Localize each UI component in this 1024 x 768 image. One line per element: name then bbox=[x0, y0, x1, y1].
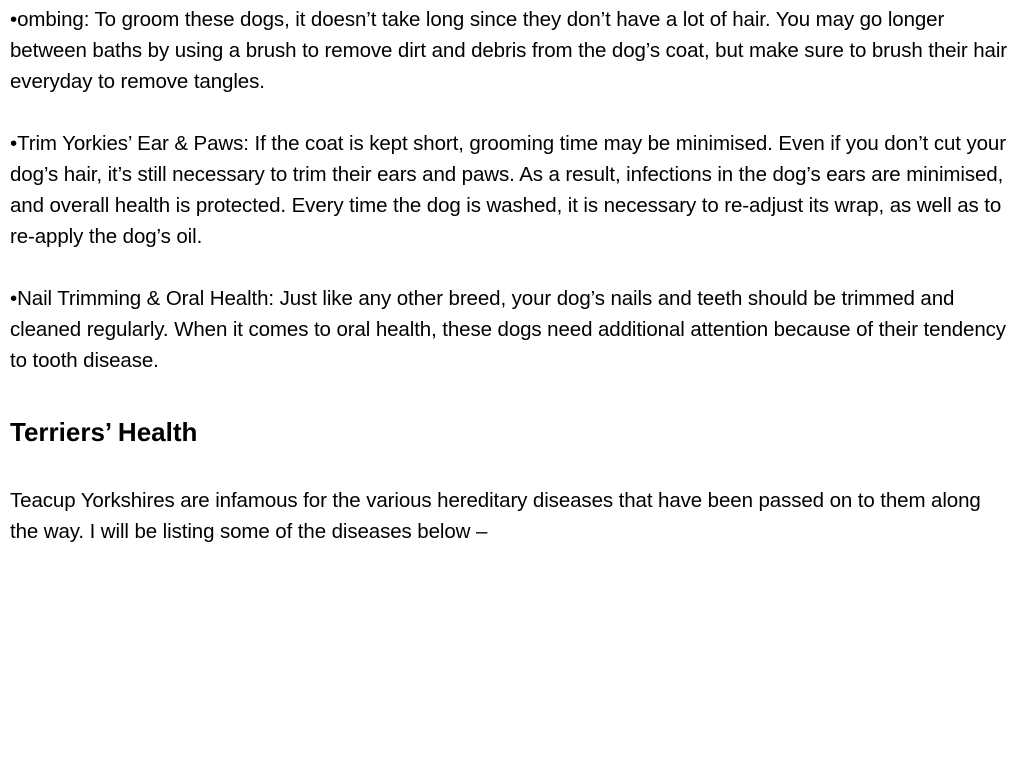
bullet-marker: • bbox=[10, 8, 18, 31]
bullet-combing bbox=[10, 4, 1010, 97]
section-heading: Terriers’ Health bbox=[10, 417, 198, 447]
section-body: Teacup Yorkshires are infamous for the various hereditary diseases that have been passed on to them along the way. I will be listing some of the diseases below – bbox=[10, 489, 981, 543]
spacer bbox=[10, 449, 1010, 485]
bullet-text: Nail Trimming & Oral Health: Just like any other breed, your dog’s nails and teeth should be trimmed and cleaned regularly. When it comes to oral health, these dogs need additional attention because of their tendency to tooth disease. bbox=[10, 287, 1006, 372]
bullet-marker: • bbox=[10, 287, 18, 310]
spacer bbox=[10, 376, 1010, 415]
bullet-nail-oral-health bbox=[10, 283, 1010, 376]
bullet-text: ombing: To groom these dogs, it doesn’t take long since they don’t have a lot of hair. You may go longer between baths by using a brush to remove dirt and debris from the dog’s coat, but make sure to brush their hair everyday to remove tangles. bbox=[10, 8, 1007, 93]
spacer bbox=[10, 97, 1010, 128]
bullet-marker: • bbox=[10, 132, 18, 155]
spacer bbox=[10, 252, 1010, 283]
bullet-trim-ears-paws bbox=[10, 128, 1010, 252]
bullet-text: Trim Yorkies’ Ear & Paws: If the coat is kept short, grooming time may be minimised. Even if you don’t cut your dog’s hair, it’s still necessary to trim their ears and paws. As a result, infections in the dog’s ears are minimised, and overall health is protected. Every time the dog is washed, it is necessary to re-adjust its wrap, as well as to re-apply the dog’s oil. bbox=[10, 132, 1006, 248]
